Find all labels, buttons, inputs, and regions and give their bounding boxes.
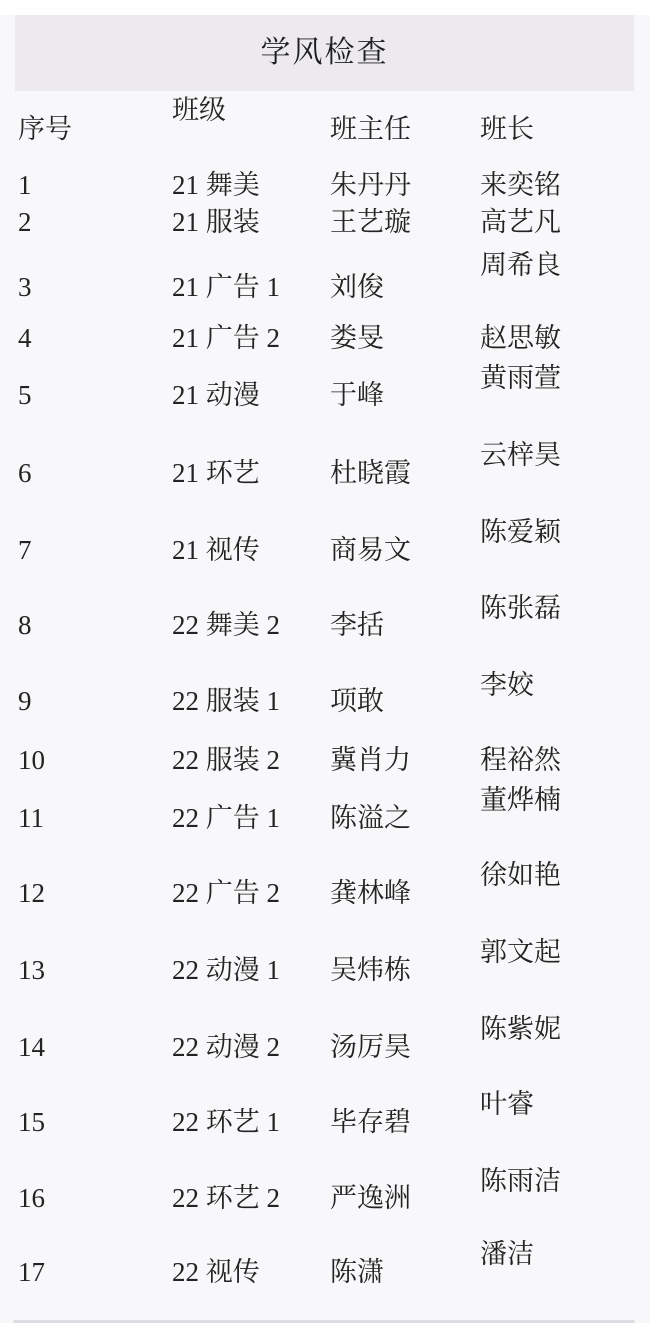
cell-monitor: 程裕然 [480, 745, 561, 775]
cell-monitor: 赵思敏 [480, 323, 561, 353]
table-row [0, 1166, 650, 1213]
cell-teacher: 陈潇 [330, 1257, 384, 1287]
col-header-teacher: 班主任 [330, 114, 411, 144]
cell-teacher: 陈溢之 [330, 803, 411, 833]
cell-monitor: 陈爱颖 [480, 517, 561, 547]
cell-monitor: 来奕铭 [480, 170, 561, 200]
cell-no: 16 [18, 1183, 45, 1213]
cell-class: 22 广告 1 [172, 803, 280, 833]
cell-no: 11 [18, 803, 44, 833]
table-row [0, 670, 650, 716]
cell-monitor: 陈紫妮 [480, 1014, 561, 1044]
cell-no: 5 [18, 380, 32, 410]
cell-no: 15 [18, 1107, 45, 1137]
cell-class: 22 环艺 1 [172, 1107, 280, 1137]
cell-no: 2 [18, 207, 32, 237]
cell-teacher: 李括 [330, 610, 384, 640]
table-row [0, 363, 650, 410]
table-row [0, 937, 650, 985]
cell-monitor: 陈张磊 [480, 593, 561, 623]
cell-no: 10 [18, 745, 45, 775]
cell-class: 21 舞美 [172, 170, 260, 200]
cell-class: 22 舞美 2 [172, 610, 280, 640]
table-row [0, 1239, 650, 1287]
cell-no: 14 [18, 1032, 45, 1062]
cell-monitor: 周希良 [480, 250, 561, 280]
cell-teacher: 商易文 [330, 535, 411, 565]
cell-no: 8 [18, 610, 32, 640]
cell-teacher: 吴炜栋 [330, 955, 411, 985]
cell-no: 6 [18, 458, 32, 488]
cell-class: 22 动漫 2 [172, 1032, 280, 1062]
cell-teacher: 王艺璇 [330, 207, 411, 237]
cell-class: 21 环艺 [172, 458, 260, 488]
col-header-class: 班级 [172, 95, 226, 125]
table-row [0, 323, 650, 353]
table-row [0, 517, 650, 565]
cell-monitor: 潘洁 [480, 1239, 534, 1269]
table-row [0, 250, 650, 302]
col-header-monitor: 班长 [480, 114, 534, 144]
table-row [0, 1089, 650, 1137]
table-row [0, 170, 650, 200]
cell-class: 22 广告 2 [172, 878, 280, 908]
cell-class: 22 动漫 1 [172, 955, 280, 985]
cell-monitor: 郭文起 [480, 937, 561, 967]
table-row [0, 745, 650, 775]
cell-teacher: 杜晓霞 [330, 458, 411, 488]
cell-monitor: 董烨楠 [480, 785, 561, 815]
cell-no: 17 [18, 1257, 45, 1287]
cell-teacher: 毕存碧 [330, 1107, 411, 1137]
cell-teacher: 项敢 [330, 686, 384, 716]
cell-teacher: 严逸洲 [330, 1183, 411, 1213]
cell-class: 22 服装 1 [172, 686, 280, 716]
table-row [0, 207, 650, 237]
cell-monitor: 云梓昊 [480, 440, 561, 470]
table-row [0, 785, 650, 833]
cell-no: 3 [18, 272, 32, 302]
page-title: 学风检查 [260, 36, 389, 69]
col-header-no: 序号 [18, 114, 72, 144]
cell-class: 21 动漫 [172, 380, 260, 410]
cell-no: 4 [18, 323, 32, 353]
cell-monitor: 高艺凡 [480, 207, 561, 237]
cell-teacher: 龚林峰 [330, 878, 411, 908]
cell-monitor: 徐如艳 [480, 860, 561, 890]
cell-class: 21 视传 [172, 535, 260, 565]
cell-teacher: 娄旻 [330, 323, 384, 353]
bottom-margin [0, 1323, 650, 1334]
cell-no: 12 [18, 878, 45, 908]
table-row [0, 440, 650, 488]
cell-class: 22 服装 2 [172, 745, 280, 775]
cell-monitor: 陈雨洁 [480, 1166, 561, 1196]
cell-class: 21 广告 1 [172, 272, 280, 302]
cell-no: 7 [18, 535, 32, 565]
table-row [0, 593, 650, 640]
table-row [0, 1014, 650, 1062]
cell-teacher: 冀肖力 [330, 745, 411, 775]
cell-monitor: 李姣 [480, 670, 534, 700]
header-row [0, 95, 650, 144]
cell-class: 21 服装 [172, 207, 260, 237]
cell-no: 9 [18, 686, 32, 716]
cell-no: 13 [18, 955, 45, 985]
cell-class: 22 环艺 2 [172, 1183, 280, 1213]
cell-teacher: 朱丹丹 [330, 170, 411, 200]
cell-teacher: 于峰 [330, 380, 384, 410]
cell-no: 1 [18, 170, 32, 200]
cell-monitor: 黄雨萱 [480, 363, 561, 393]
cell-monitor: 叶睿 [480, 1089, 534, 1119]
cell-class: 22 视传 [172, 1257, 260, 1287]
table-row [0, 860, 650, 908]
cell-teacher: 刘俊 [330, 272, 384, 302]
cell-teacher: 汤厉昊 [330, 1032, 411, 1062]
cell-class: 21 广告 2 [172, 323, 280, 353]
